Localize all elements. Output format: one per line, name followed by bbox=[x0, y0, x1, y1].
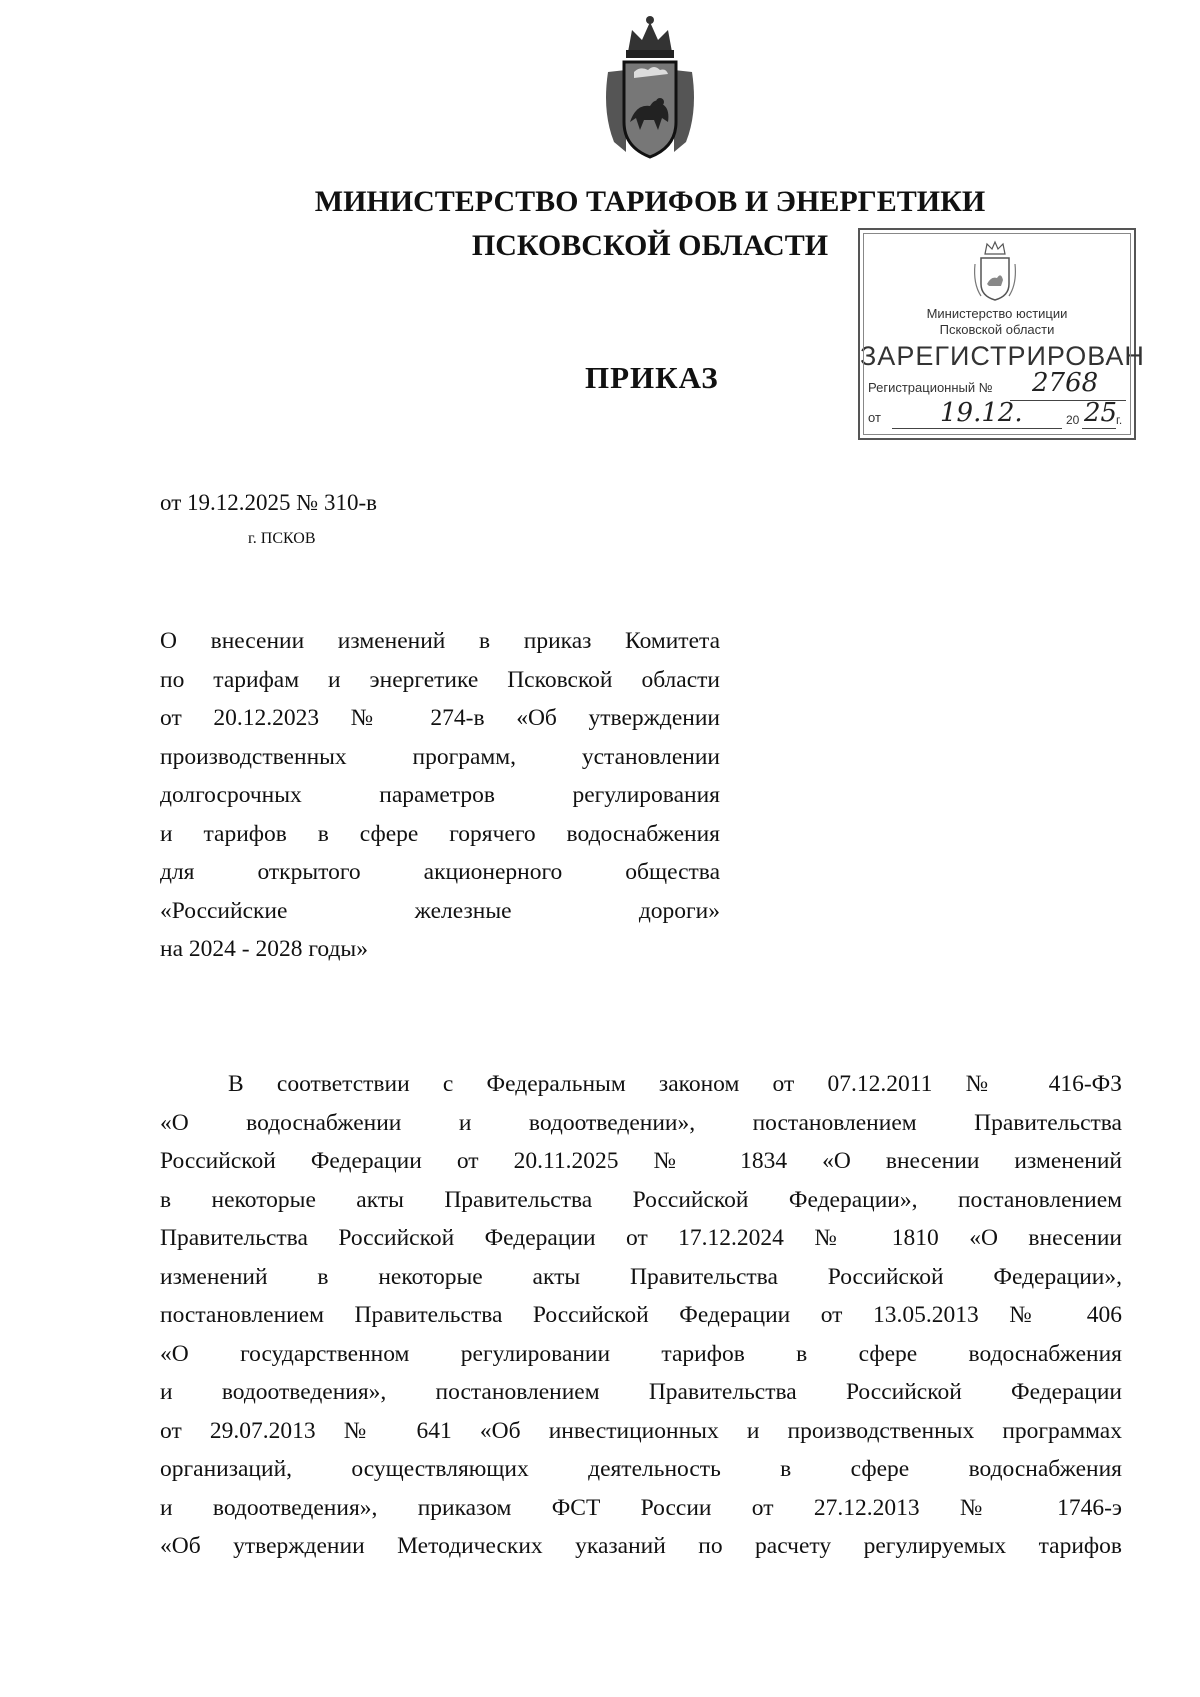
registration-stamp bbox=[858, 228, 1145, 440]
subject-line: и тарифов в сфере горячего водоснабжения bbox=[160, 820, 720, 847]
pskov-coat-of-arms-icon bbox=[600, 12, 700, 162]
stamp-date-prefix: от bbox=[868, 410, 881, 425]
stamp-date-row bbox=[868, 410, 881, 425]
subject-line: О внесении изменений в приказ Комитета bbox=[160, 628, 720, 654]
order-city: г. ПСКОВ bbox=[248, 530, 316, 547]
organization-title-line2: ПСКОВСКОЙ ОБЛАСТИ bbox=[471, 229, 829, 262]
order-heading: ПРИКАЗ bbox=[585, 360, 719, 395]
body-line: от 29.07.2013 № 641 «Об инвестиционных и производственных программах bbox=[160, 1417, 1122, 1444]
subject-line: от 20.12.2023 № 274-в «Об утверждении bbox=[160, 705, 720, 731]
stamp-status: ЗАРЕГИСТРИРОВАН bbox=[860, 341, 1145, 371]
subject-line: на 2024 - 2028 годы» bbox=[160, 936, 368, 962]
organization-title-line1: МИНИСТЕРСТВО ТАРИФОВ И ЭНЕРГЕТИКИ bbox=[314, 185, 986, 218]
order-body bbox=[160, 1065, 1122, 1566]
body-line: «О водоснабжении и водоотведении», постановлением Правительства bbox=[160, 1109, 1122, 1136]
body-line: организаций, осуществляющих деятельность в сфере водоснабжения bbox=[160, 1456, 1122, 1482]
subject-line: «Российские железные дороги» bbox=[160, 897, 720, 924]
order-number: от 19.12.2025 № 310-в bbox=[160, 490, 377, 515]
stamp-reg-label: Регистрационный № bbox=[868, 380, 993, 395]
subject-line: для открытого акционерного общества bbox=[160, 859, 720, 885]
stamp-ministry: Министерство юстиции bbox=[926, 306, 1068, 321]
stamp-year-prefix: 20 bbox=[1066, 413, 1080, 427]
stamp-region: Псковской области bbox=[939, 322, 1055, 337]
stamp-year-underline bbox=[1082, 428, 1116, 429]
body-line: Правительства Российской Федерации от 17.12.2024 № 1810 «О внесении bbox=[160, 1225, 1122, 1251]
subject-line: долгосрочных параметров регулирования bbox=[160, 782, 720, 808]
body-line: В соответствии с Федеральным законом от 07.12.2011 № 416-ФЗ bbox=[228, 1071, 1122, 1097]
body-line: постановлением Правительства Российской Федерации от 13.05.2013 № 406 bbox=[160, 1302, 1122, 1328]
body-line: в некоторые акты Правительства Российской Федерации», постановлением bbox=[160, 1186, 1122, 1213]
stamp-coat-of-arms-icon bbox=[971, 240, 1019, 302]
stamp-year-suffix: г. bbox=[1116, 413, 1123, 427]
stamp-date-value: 19.12. bbox=[940, 398, 1023, 428]
stamp-reg-number: 2768 bbox=[1032, 368, 1099, 398]
body-line: Российской Федерации от 20.11.2025 № 1834 «О внесении изменений bbox=[160, 1148, 1122, 1174]
subject-line: по тарифам и энергетике Псковской области bbox=[160, 666, 720, 693]
subject-line: производственных программ, установлении bbox=[160, 743, 720, 770]
body-line: и водоотведения», приказом ФСТ России от 27.12.2013 № 1746-э bbox=[160, 1494, 1122, 1521]
body-line: «О государственном регулировании тарифов в сфере водоснабжения bbox=[160, 1340, 1122, 1367]
stamp-registration-row bbox=[868, 380, 993, 395]
body-line: «Об утверждении Методических указаний по расчету регулируемых тарифов bbox=[160, 1533, 1122, 1559]
body-line: и водоотведения», постановлением Правительства Российской Федерации bbox=[160, 1379, 1122, 1405]
order-subject bbox=[160, 622, 720, 969]
stamp-year-value: 25 bbox=[1084, 398, 1118, 428]
stamp-date-underline bbox=[892, 428, 1062, 429]
body-line: изменений в некоторые акты Правительства Российской Федерации», bbox=[160, 1263, 1122, 1290]
